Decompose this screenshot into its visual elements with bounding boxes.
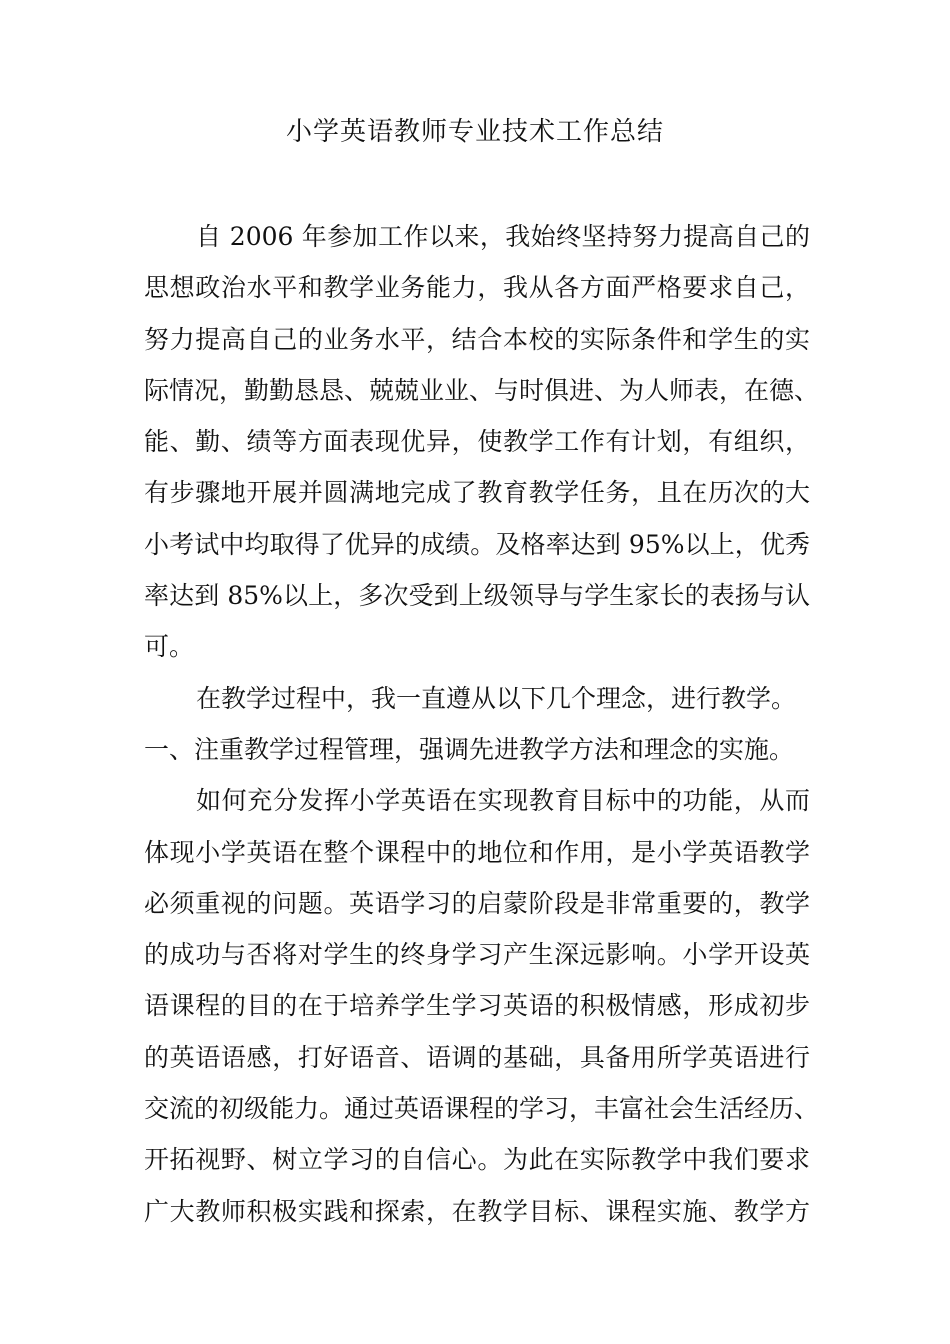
document-body	[144, 211, 820, 1237]
body-line: 努力提高自己的业务水平，结合本校的实际条件和学生的实	[144, 324, 810, 354]
body-line: 能、勤、绩等方面表现优异，使教学工作有计划，有组织，	[144, 427, 810, 457]
body-line: 自 2006 年参加工作以来，我始终坚持努力提高自己的	[196, 222, 810, 251]
body-line: 有步骤地开展并圆满地完成了教育教学任务，且在历次的大	[144, 478, 810, 508]
body-line: 际情况，勤勤恳恳、兢兢业业、与时俱进、为人师表，在德、	[144, 375, 820, 405]
body-line: 体现小学英语在整个课程中的地位和作用，是小学英语教学	[144, 837, 810, 867]
document-title: 小学英语教师专业技术工作总结	[285, 117, 664, 147]
body-line: 交流的初级能力。通过英语课程的学习，丰富社会生活经历、	[144, 1094, 820, 1124]
body-line: 广大教师积极实践和探索，在教学目标、课程实施、教学方	[144, 1196, 810, 1226]
body-line: 思想政治水平和教学业务能力，我从各方面严格要求自己，	[144, 273, 810, 303]
body-line: 率达到 85%以上，多次受到上级领导与学生家长的表扬与认	[144, 581, 810, 611]
body-line: 必须重视的问题。英语学习的启蒙阶段是非常重要的，教学	[144, 888, 810, 918]
body-line: 语课程的目的在于培养学生学习英语的积极情感，形成初步	[144, 991, 810, 1021]
body-line: 如何充分发挥小学英语在实现教育目标中的功能，从而	[196, 786, 810, 816]
body-line: 在教学过程中，我一直遵从以下几个理念，进行教学。	[196, 683, 797, 713]
body-line: 可。	[144, 632, 195, 662]
section-heading: 一、注重教学过程管理，强调先进教学方法和理念的实施。	[144, 734, 795, 764]
body-line: 的英语语感，打好语音、语调的基础，具备用所学英语进行	[144, 1042, 810, 1072]
body-line: 的成功与否将对学生的终身学习产生深远影响。小学开设英	[144, 940, 810, 970]
body-line: 开拓视野、树立学习的自信心。为此在实际教学中我们要求	[144, 1145, 810, 1175]
body-line: 小考试中均取得了优异的成绩。及格率达到 95%以上，优秀	[144, 529, 810, 559]
